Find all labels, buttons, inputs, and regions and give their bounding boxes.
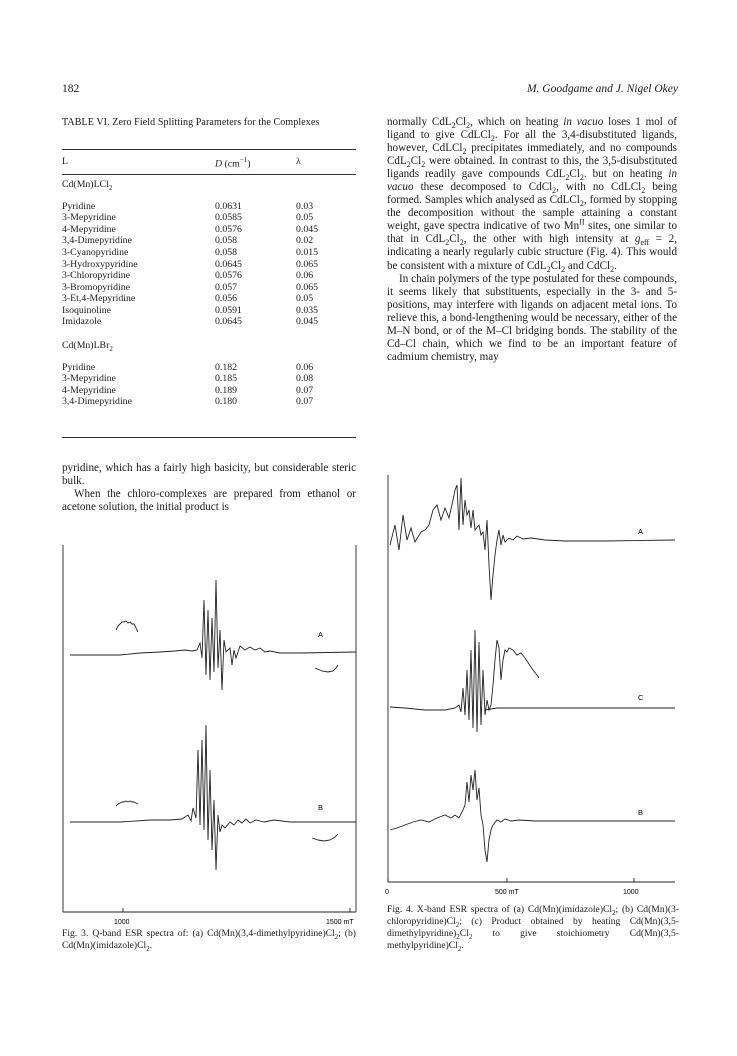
fig4-label-c: C	[638, 693, 644, 702]
fig3-trace-a-inset	[116, 621, 138, 632]
running-title: M. Goodgame and J. Nigel Okey	[526, 83, 678, 95]
table-header-rule	[62, 174, 356, 175]
col-header-lambda: λ	[296, 156, 301, 167]
right-paragraph-2: In chain polymers of the type postulated for these compounds, it seems likely that substituents, especially in the 3- and 5-positions, may interfere with ligands on adjacent metal ions. To relieve this, a bond-lengthening would be necessary, either of the M–N bond, or of the M–Cl bridging bonds. The stability of the Cd–Cl chain, which we find to be an important feature of cadmium chemistry, may	[387, 272, 677, 363]
fig3-label-b: B	[318, 803, 324, 812]
table-row: Pyridine 0.182 0.06	[62, 361, 314, 373]
fig4-tick-label-0: 0	[385, 889, 389, 896]
table-caption: TABLE VI. Zero Field Splitting Parameters for the Complexes	[62, 117, 320, 128]
table-group-heading: Cd(Mn)LCl$_2$	[62, 179, 113, 192]
table-row: 3,4-Dimepyridine 0.058 0.02	[62, 235, 314, 247]
table-row: 3-Chloropyridine 0.0576 0.06	[62, 270, 314, 282]
left-paragraph-1: pyridine, which has a fairly high basicity, but considerable steric bulk.	[62, 462, 356, 488]
fig4-trace-a	[390, 478, 675, 600]
table-top-rule	[62, 149, 356, 150]
left-column-text	[62, 462, 356, 514]
table-row: Isoquinoline 0.0591 0.035	[62, 304, 319, 316]
table-row: 3,4-Dimepyridine 0.180 0.07	[62, 396, 314, 408]
fig3-trace-b	[70, 725, 356, 870]
table-row: 3-Bromopyridine 0.057 0.065	[62, 281, 319, 293]
table-row: 3-Hydroxypyridine 0.0645 0.065	[62, 258, 319, 270]
fig3-trace-b-inset	[116, 801, 138, 806]
fig3-trace-b-inset-right	[312, 834, 338, 841]
fig4-tick-label-500: 500 mT	[495, 889, 519, 896]
fig3-tick-label-1500: 1500 mT	[326, 919, 354, 926]
fig3-tick-label-1000: 1000	[114, 919, 130, 926]
fig3-label-a: A	[318, 630, 324, 639]
fig4-esr-spectra	[385, 470, 681, 897]
fig3-trace-a	[70, 580, 356, 690]
col-header-l: L	[62, 156, 68, 167]
fig3-caption: Fig. 3. Q-band ESR spectra of: (a) $Cd(Mn)(3,4-dimethylpyridine)Cl_2$; (b) $Cd(Mn)(imidazole)Cl_2$.	[62, 928, 356, 953]
fig3-trace-a-inset-right	[315, 665, 338, 672]
table-row: 3-Cyanopyridine 0.058 0.015	[62, 246, 319, 258]
fig4-trace-b	[390, 770, 675, 862]
table-row: 3-Mepyridine 0.185 0.08	[62, 373, 314, 385]
fig4-trace-c	[390, 630, 675, 732]
fig4-label-a: A	[638, 527, 644, 536]
table-row: 4-Mepyridine 0.0576 0.045	[62, 223, 319, 235]
table-row: Imidazole 0.0645 0.045	[62, 316, 319, 328]
right-paragraph-1: normally $CdL_2Cl_2$, which on heating in vacuo loses 1 mol of ligand to give CdLCl$_2$. For all the 3,4-disubstituted ligands, however, CdLCl$_2$ precipitates immediately, and no compounds $CdL_2Cl_2$ were obtained. In contrast to this, the 3,5-disubstituted ligands readily gave compounds $CdL_2Cl_2$. but on heating in vacuo these decomposed to CdCl$_2$, with no CdLCl$_2$ being formed. Samples which analysed as CdLCl$_2$, formed by stopping the decomposition without the sample attaining a constant weight, gave spectra indicative of two $Mn^{II}$ sites, one similar to that in $CdL_2Cl_2$, the other with high intensity at $g_{eff} = 2$, indicating a nearly regularly cubic structure (Fig. 4). This would be consistent with a mixture of $CdL_2Cl_2$ and CdCl$_2$.	[387, 116, 678, 274]
table-bottom-rule	[62, 437, 356, 438]
table-row: 4-Mepyridine 0.189 0.07	[62, 384, 314, 396]
col-header-d: D $(cm^{-1})$	[215, 156, 251, 170]
table-row: 3-Et,4-Mepyridine 0.056 0.05	[62, 293, 314, 305]
fig3-esr-spectra	[60, 540, 360, 932]
page-number: 182	[62, 83, 80, 95]
fig4-caption: Fig. 4. X-band ESR spectra of (a) $Cd(Mn)(imidazole)Cl_2$; (b) $Cd(Mn)(3-chloropyridine)Cl_2$; (c) Product obtained by heating $Cd(Mn)(3,5-dimethylpyridine)_2Cl_2$ to give stoichiometry $Cd(Mn)(3,5-methylpyridine)Cl_2$.	[387, 904, 680, 954]
table-row: Pyridine 0.0631 0.03	[62, 200, 314, 212]
table-row: 3-Mepyridine 0.0585 0.05	[62, 212, 314, 224]
table-group-heading: Cd(Mn)LBr$_2$	[62, 340, 113, 354]
zfs-table	[62, 179, 356, 408]
fig4-tick-label-1000: 1000	[623, 889, 639, 896]
left-paragraph-2: When the chloro-complexes are prepared from ethanol or acetone solution, the initial product is	[62, 488, 356, 514]
right-column-text	[387, 116, 677, 364]
fig4-label-b: B	[638, 808, 644, 817]
